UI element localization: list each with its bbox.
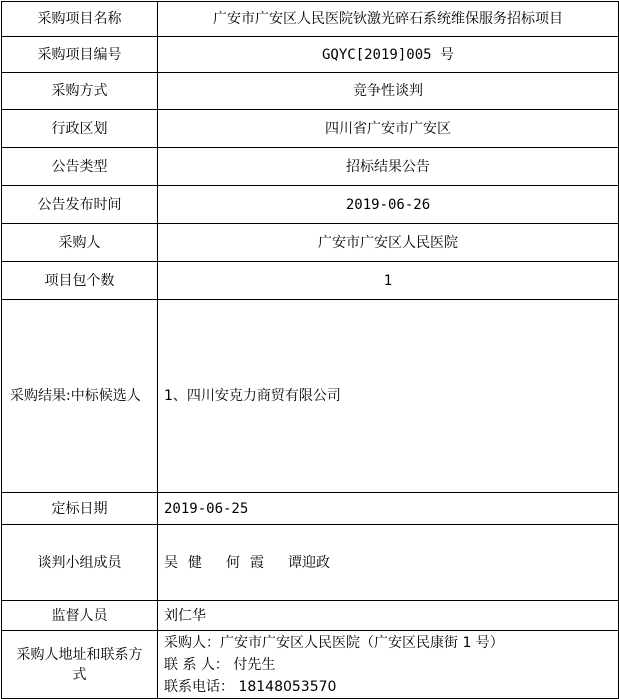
row-publish-time bbox=[2, 186, 619, 224]
award-date-value: 2019-06-25 bbox=[158, 493, 619, 525]
row-purchaser bbox=[2, 224, 619, 262]
project-name-label: 采购项目名称 bbox=[2, 2, 158, 37]
panel-member: 健 bbox=[188, 554, 202, 571]
publish-time-label: 公告发布时间 bbox=[2, 186, 158, 224]
row-award-date bbox=[2, 493, 619, 525]
notice-type-value: 招标结果公告 bbox=[158, 148, 619, 186]
row-panel-members bbox=[2, 525, 619, 601]
row-result bbox=[2, 300, 619, 493]
method-label: 采购方式 bbox=[2, 73, 158, 110]
supervisor-value: 刘仁华 bbox=[158, 601, 619, 631]
row-package-count bbox=[2, 262, 619, 300]
contact-phone-line: 联系电话： 18148053570 bbox=[164, 678, 337, 695]
result-value: 1、四川安克力商贸有限公司 bbox=[158, 300, 619, 493]
supervisor-label: 监督人员 bbox=[2, 601, 158, 631]
row-project-name bbox=[2, 2, 619, 37]
award-date-label: 定标日期 bbox=[2, 493, 158, 525]
contact-purchaser-line: 采购人：广安市广安区人民医院（广安区民康街 1 号） bbox=[164, 634, 504, 651]
purchaser-value: 广安市广安区人民医院 bbox=[158, 224, 619, 262]
panel-members-label: 谈判小组成员 bbox=[2, 525, 158, 601]
purchaser-label: 采购人 bbox=[2, 224, 158, 262]
panel-member: 谭迎政 bbox=[288, 554, 330, 571]
project-code-value: GQYC[2019]005 号 bbox=[158, 37, 619, 73]
row-region bbox=[2, 110, 619, 148]
contact-value bbox=[158, 631, 619, 699]
result-label: 采购结果:中标候选人 bbox=[2, 300, 158, 493]
contact-person-line: 联 系 人： 付先生 bbox=[164, 656, 276, 673]
panel-member: 霞 bbox=[250, 554, 264, 571]
row-supervisor bbox=[2, 601, 619, 631]
project-code-label: 采购项目编号 bbox=[2, 37, 158, 73]
notice-type-label: 公告类型 bbox=[2, 148, 158, 186]
row-project-code bbox=[2, 37, 619, 73]
panel-member: 吴 bbox=[164, 554, 178, 571]
panel-members-value bbox=[158, 525, 619, 601]
row-notice-type bbox=[2, 148, 619, 186]
row-contact bbox=[2, 631, 619, 699]
contact-label: 采购人地址和联系方式 bbox=[2, 631, 158, 699]
region-label: 行政区划 bbox=[2, 110, 158, 148]
package-count-label: 项目包个数 bbox=[2, 262, 158, 300]
method-value: 竞争性谈判 bbox=[158, 73, 619, 110]
region-value: 四川省广安市广安区 bbox=[158, 110, 619, 148]
panel-member: 何 bbox=[226, 554, 240, 571]
procurement-info-table bbox=[1, 1, 619, 699]
row-method bbox=[2, 73, 619, 110]
publish-time-value: 2019-06-26 bbox=[158, 186, 619, 224]
package-count-value: 1 bbox=[158, 262, 619, 300]
project-name-value: 广安市广安区人民医院钬激光碎石系统维保服务招标项目 bbox=[158, 2, 619, 37]
